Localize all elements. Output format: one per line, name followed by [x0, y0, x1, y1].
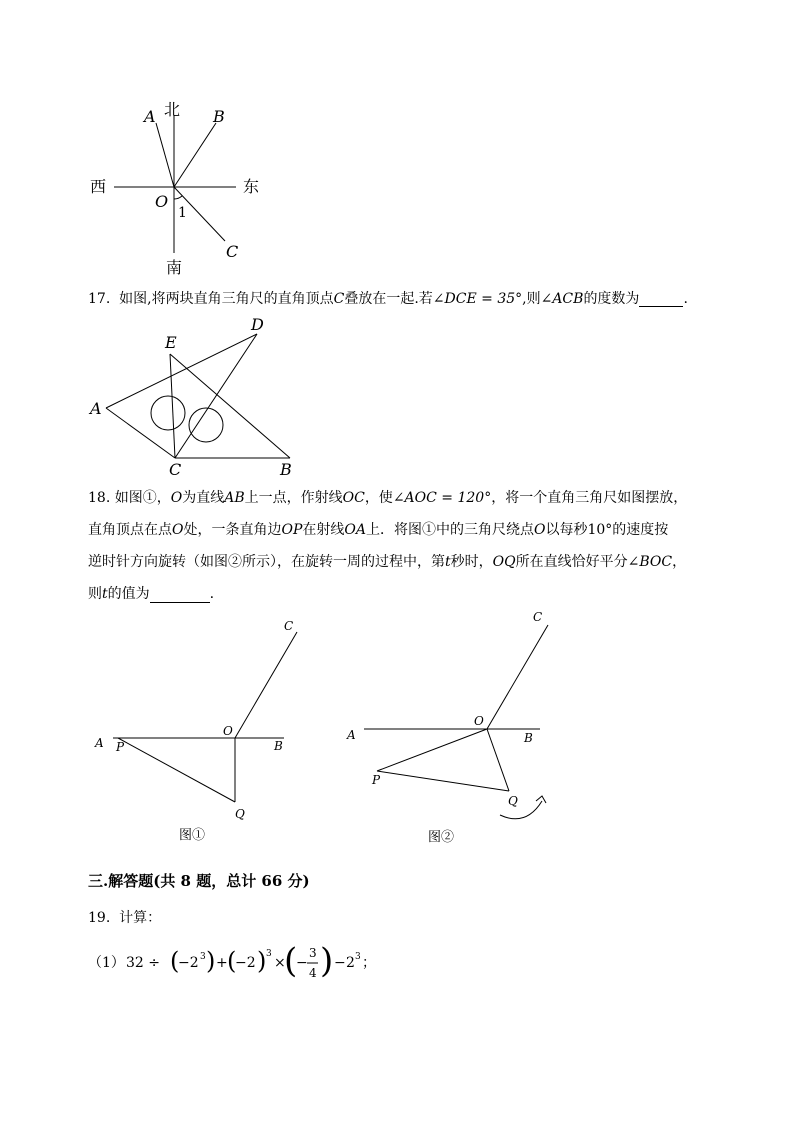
q19-semicolon: ；	[362, 955, 376, 971]
section-3-title: 三.解答题(共 8 题，总计 66 分)	[88, 872, 310, 890]
q18-text: 的速度按	[612, 522, 669, 538]
paren-close: )	[320, 941, 334, 981]
label-c: C	[226, 242, 239, 261]
q19-neg: −	[296, 955, 308, 971]
q18-text: ，使	[364, 490, 393, 506]
q19-denominator: 4	[309, 966, 317, 980]
segment-ac	[106, 408, 175, 458]
q19-exp-1: 3	[200, 952, 206, 962]
q18-var-t: t	[445, 554, 451, 570]
q19-base-2: −2	[235, 955, 256, 971]
figure-18-1	[88, 610, 318, 850]
label-north: 北	[164, 100, 181, 119]
angle-1-arc	[174, 196, 182, 199]
segment-ad	[106, 334, 257, 408]
q19-expr-a: 32 ÷	[126, 955, 160, 971]
paren-close: )	[206, 947, 216, 975]
side-pq	[118, 738, 235, 802]
q18-var-op: OP	[281, 522, 303, 538]
label-south: 南	[166, 258, 183, 277]
q19-exp-2: 3	[266, 949, 272, 959]
label-d: D	[251, 315, 264, 334]
q18-var-ab: AB	[224, 490, 245, 506]
q18-var-o: O	[170, 490, 183, 506]
q19-plus: +	[216, 955, 228, 971]
q19-base-1: −2	[178, 955, 199, 971]
question-17	[88, 291, 688, 307]
q19-sub-1-label: （1）	[88, 955, 125, 971]
q18-text: 秒时，	[450, 554, 493, 570]
ray-ob	[174, 123, 216, 187]
q18-text: 上．将图①中的三角尺绕点	[365, 522, 534, 538]
q18-text: 的值为	[107, 586, 150, 602]
paren-open: (	[284, 941, 298, 981]
label-b: B	[274, 739, 283, 753]
q18-text: ，将一个直角三角尺如图摆放，	[491, 490, 688, 506]
label-c: C	[284, 619, 294, 633]
side-oq	[487, 729, 509, 791]
figure-16-compass	[80, 95, 280, 280]
q17-text: 的度数为	[583, 291, 640, 307]
label-p: P	[116, 740, 125, 754]
label-a: A	[144, 107, 156, 126]
q18-text: 所在直线恰好平分	[515, 554, 628, 570]
rotation-arrow-arc	[500, 801, 542, 819]
label-a: A	[90, 399, 102, 418]
q17-number: 17.	[88, 291, 111, 307]
question-19	[88, 910, 161, 926]
label-angle-1: 1	[178, 205, 187, 221]
label-a: A	[95, 736, 104, 750]
label-east: 东	[243, 177, 260, 196]
question-18-line-2	[88, 519, 668, 539]
q19-text: 计算：	[119, 910, 162, 926]
q17-period: .	[683, 291, 688, 307]
q18-var-o: O	[172, 522, 184, 538]
q18-text: 为直线	[182, 490, 225, 506]
q18-var-oc: OC	[342, 490, 365, 506]
q17-text: 叠放在一起.若	[344, 291, 433, 307]
q18-var-oq: OQ	[492, 554, 516, 570]
q19-times: ×	[274, 955, 286, 971]
q17-var-c: C	[333, 291, 345, 307]
q18-answer-blank[interactable]	[150, 588, 210, 603]
question-18-line-4	[88, 583, 214, 603]
q18-text: ，	[672, 554, 687, 570]
label-a: A	[347, 728, 356, 742]
q17-angle-dce: ∠DCE = 35°	[432, 291, 523, 307]
q18-number: 18.	[88, 490, 111, 506]
label-west: 西	[90, 177, 107, 196]
triangle-hole-left	[151, 396, 185, 430]
label-o: O	[223, 724, 233, 738]
caption-figure-1: 图①	[179, 828, 206, 843]
q18-angle-aoc: ∠AOC = 120°	[392, 490, 492, 506]
label-b: B	[213, 107, 225, 126]
q18-text: 直角顶点在点	[88, 522, 172, 538]
q18-text: 在射线	[302, 522, 345, 538]
caption-figure-2: 图②	[428, 830, 455, 845]
side-op	[377, 729, 487, 771]
q18-var-t: t	[102, 586, 108, 602]
side-pq	[377, 771, 509, 791]
q17-angle-acb: ∠ACB	[540, 291, 584, 307]
figure-18-2	[340, 605, 570, 850]
segment-eb	[170, 354, 290, 458]
segment-ce	[170, 354, 175, 458]
figure-17-triangles	[85, 312, 305, 482]
q18-var-o: O	[533, 522, 546, 538]
q19-minus: −	[334, 955, 346, 971]
question-18-line-3	[88, 551, 686, 571]
q18-text: 如图①，	[114, 490, 171, 506]
label-c: C	[169, 460, 182, 479]
paren-open: (	[227, 947, 237, 975]
segment-cd	[175, 334, 257, 458]
label-e: E	[165, 333, 177, 352]
question-18-line-1	[88, 487, 687, 507]
q18-text: 以每秒	[545, 522, 588, 538]
label-c: C	[533, 610, 543, 624]
label-p: P	[372, 773, 381, 787]
q19-expression-1	[88, 938, 388, 988]
q18-text: 处，一条直角边	[183, 522, 282, 538]
q18-text: 上一点，作射线	[244, 490, 343, 506]
ray-oa	[156, 123, 174, 187]
q19-numerator: 3	[309, 946, 317, 960]
paren-open: (	[170, 947, 180, 975]
q19-base-3: 2	[346, 955, 355, 971]
q19-number: 19.	[88, 910, 111, 926]
label-o: O	[474, 714, 484, 728]
q18-var-oa: OA	[344, 522, 366, 538]
q18-period: .	[209, 586, 215, 602]
label-b: B	[524, 731, 533, 745]
label-q: Q	[508, 794, 518, 808]
ray-oc	[487, 625, 548, 729]
paren-close: )	[257, 947, 267, 975]
q18-angle-boc: ∠BOC	[627, 554, 673, 570]
label-q: Q	[235, 807, 245, 821]
ray-oc	[235, 632, 297, 738]
triangle-hole-right	[189, 408, 223, 442]
q17-answer-blank[interactable]	[639, 292, 683, 307]
q17-text: ,则	[522, 291, 541, 307]
q17-text: 如图,将两块直角三角尺的直角顶点	[119, 291, 334, 307]
label-b: B	[280, 460, 292, 479]
q18-text: 则	[88, 586, 102, 602]
label-o: O	[155, 192, 169, 211]
q18-speed: 10°	[587, 522, 613, 538]
q18-text: 逆时针方向旋转（如图②所示），在旋转一周的过程中，第	[88, 554, 445, 570]
q19-exp-3: 3	[355, 952, 361, 962]
